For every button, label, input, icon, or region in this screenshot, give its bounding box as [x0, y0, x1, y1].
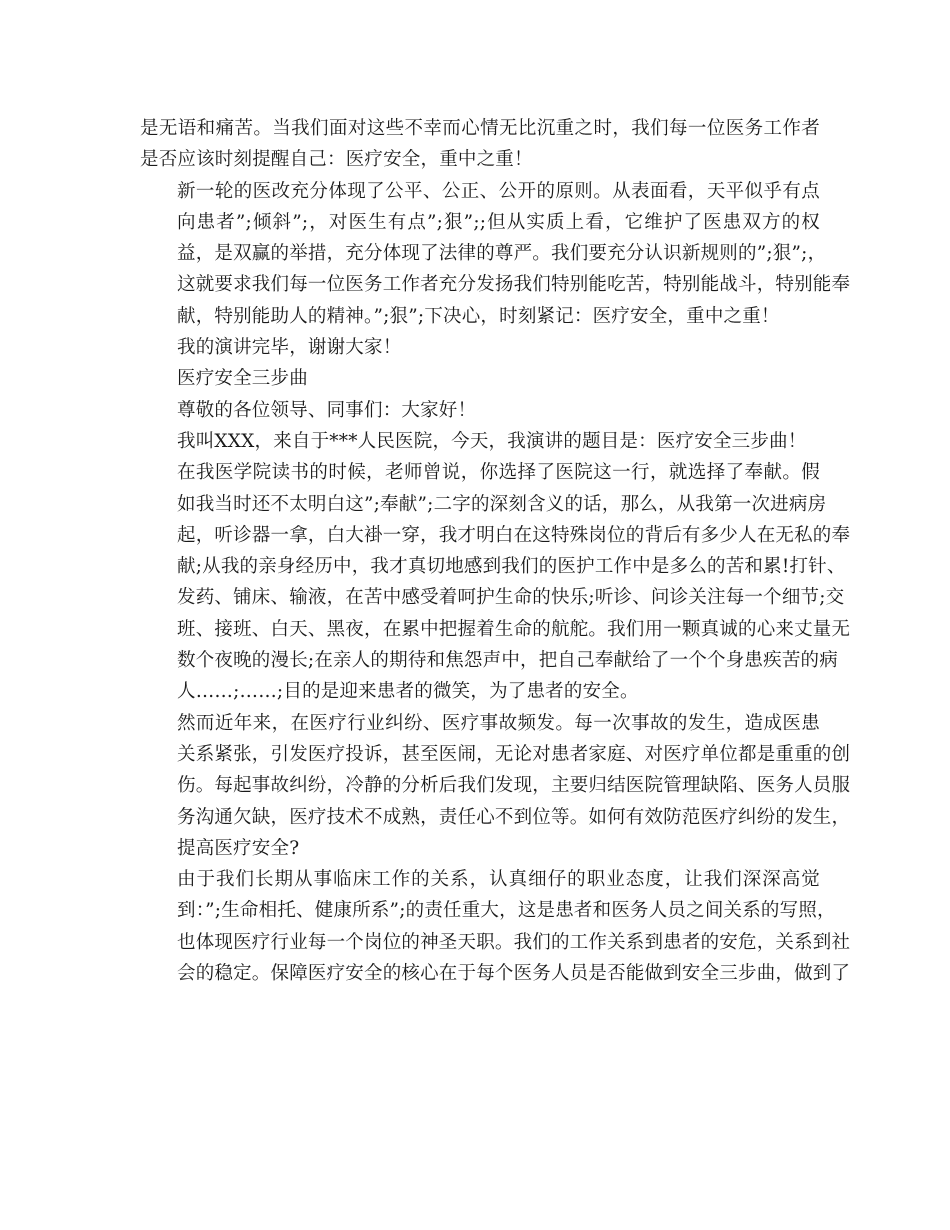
text-line: 献;从我的亲身经历中，我才真切地感到我们的医护工作中是多么的苦和累!打针、: [177, 556, 846, 578]
paragraph: [140, 176, 851, 332]
text-line: 起，听诊器一拿，白大褂一穿，我才明白在这特殊岗位的背后有多少人在无私的奉: [177, 524, 851, 546]
paragraph: [140, 363, 820, 394]
paragraph: [140, 864, 851, 989]
text-line: 尊敬的各位领导、同事们：大家好！: [177, 399, 477, 421]
text-line: 然而近年来，在医疗行业纠纷、医疗事故频发。每一次事故的发生，造成医患: [177, 712, 820, 734]
text-line: 班、接班、白天、黑夜，在累中把握着生命的航舵。我们用一颗真诚的心来丈量无: [177, 618, 851, 640]
text-line: 新一轮的医改充分体现了公平、公正、公开的原则。从表面看，天平似乎有点: [177, 180, 820, 202]
document-body: [140, 113, 851, 989]
text-line: 我叫XXX，来自于***人民医院，今天，我演讲的题目是：医疗安全三步曲！: [177, 430, 807, 452]
text-line: 这就要求我们每一位医务工作者充分发扬我们特别能吃苦，特别能战斗，特别能奉: [177, 274, 851, 296]
text-line: 医疗安全三步曲: [177, 368, 308, 390]
text-line: 提高医疗安全?: [177, 837, 300, 859]
text-line: 是无语和痛苦。当我们面对这些不幸而心情无比沉重之时，我们每一位医务工作者: [140, 118, 820, 139]
text-line: 到：”;生命相托、健康所系”;的责任重大，这是患者和医务人员之间关系的写照，: [177, 900, 836, 922]
paragraph: [140, 395, 820, 426]
paragraph: [140, 457, 851, 707]
paragraph: [140, 708, 851, 864]
text-line: 数个夜晚的漫长;在亲人的期待和焦怨声中，把自己奉献给了一个个身患疾苦的病: [177, 650, 838, 672]
text-line: 向患者”;倾斜”;，对医生有点”;狠”;;但从实质上看，它维护了医患双方的权: [177, 211, 820, 233]
text-line: 献，特别能助人的精神。”;狠”;下决心，时刻紧记：医疗安全，重中之重！: [177, 305, 780, 327]
text-line: 关系紧张，引发医疗投诉，甚至医闹，无论对患者家庭、对医疗单位都是重重的创: [177, 743, 851, 765]
paragraph: [140, 113, 820, 176]
text-line: 务沟通欠缺，医疗技术不成熟，责任心不到位等。如何有效防范医疗纠纷的发生，: [177, 806, 851, 828]
text-line: 人……;……;目的是迎来患者的微笑，为了患者的安全。: [177, 681, 639, 703]
text-line: 由于我们长期从事临床工作的关系，认真细仔的职业态度，让我们深深高觉: [177, 869, 820, 891]
paragraph: [140, 332, 820, 363]
text-line: 我的演讲完毕，谢谢大家！: [177, 337, 402, 359]
text-line: 发药、铺床、输液，在苦中感受着呵护生命的快乐;听诊、问诊关注每一个细节;交: [177, 587, 845, 609]
text-line: 是否应该时刻提醒自己：医疗安全，重中之重！: [140, 149, 533, 171]
text-line: 如我当时还不太明白这”;奉献”;二字的深刻含义的话，那么，从我第一次进病房: [177, 493, 827, 515]
paragraph: [140, 426, 820, 457]
text-line: 也体现医疗行业每一个岗位的神圣天职。我们的工作关系到患者的安危，关系到社: [177, 931, 851, 953]
text-line: 伤。每起事故纠纷，冷静的分析后我们发现，主要归结医院管理缺陷、医务人员服: [177, 775, 851, 797]
text-line: 会的稳定。保障医疗安全的核心在于每个医务人员是否能做到安全三步曲，做到了: [177, 963, 851, 985]
text-line: 在我医学院读书的时候，老师曾说，你选择了医院这一行，就选择了奉献。假: [177, 462, 820, 484]
text-line: 益，是双赢的举措，充分体现了法律的尊严。我们要充分认识新规则的”;狠”;，: [177, 243, 827, 265]
